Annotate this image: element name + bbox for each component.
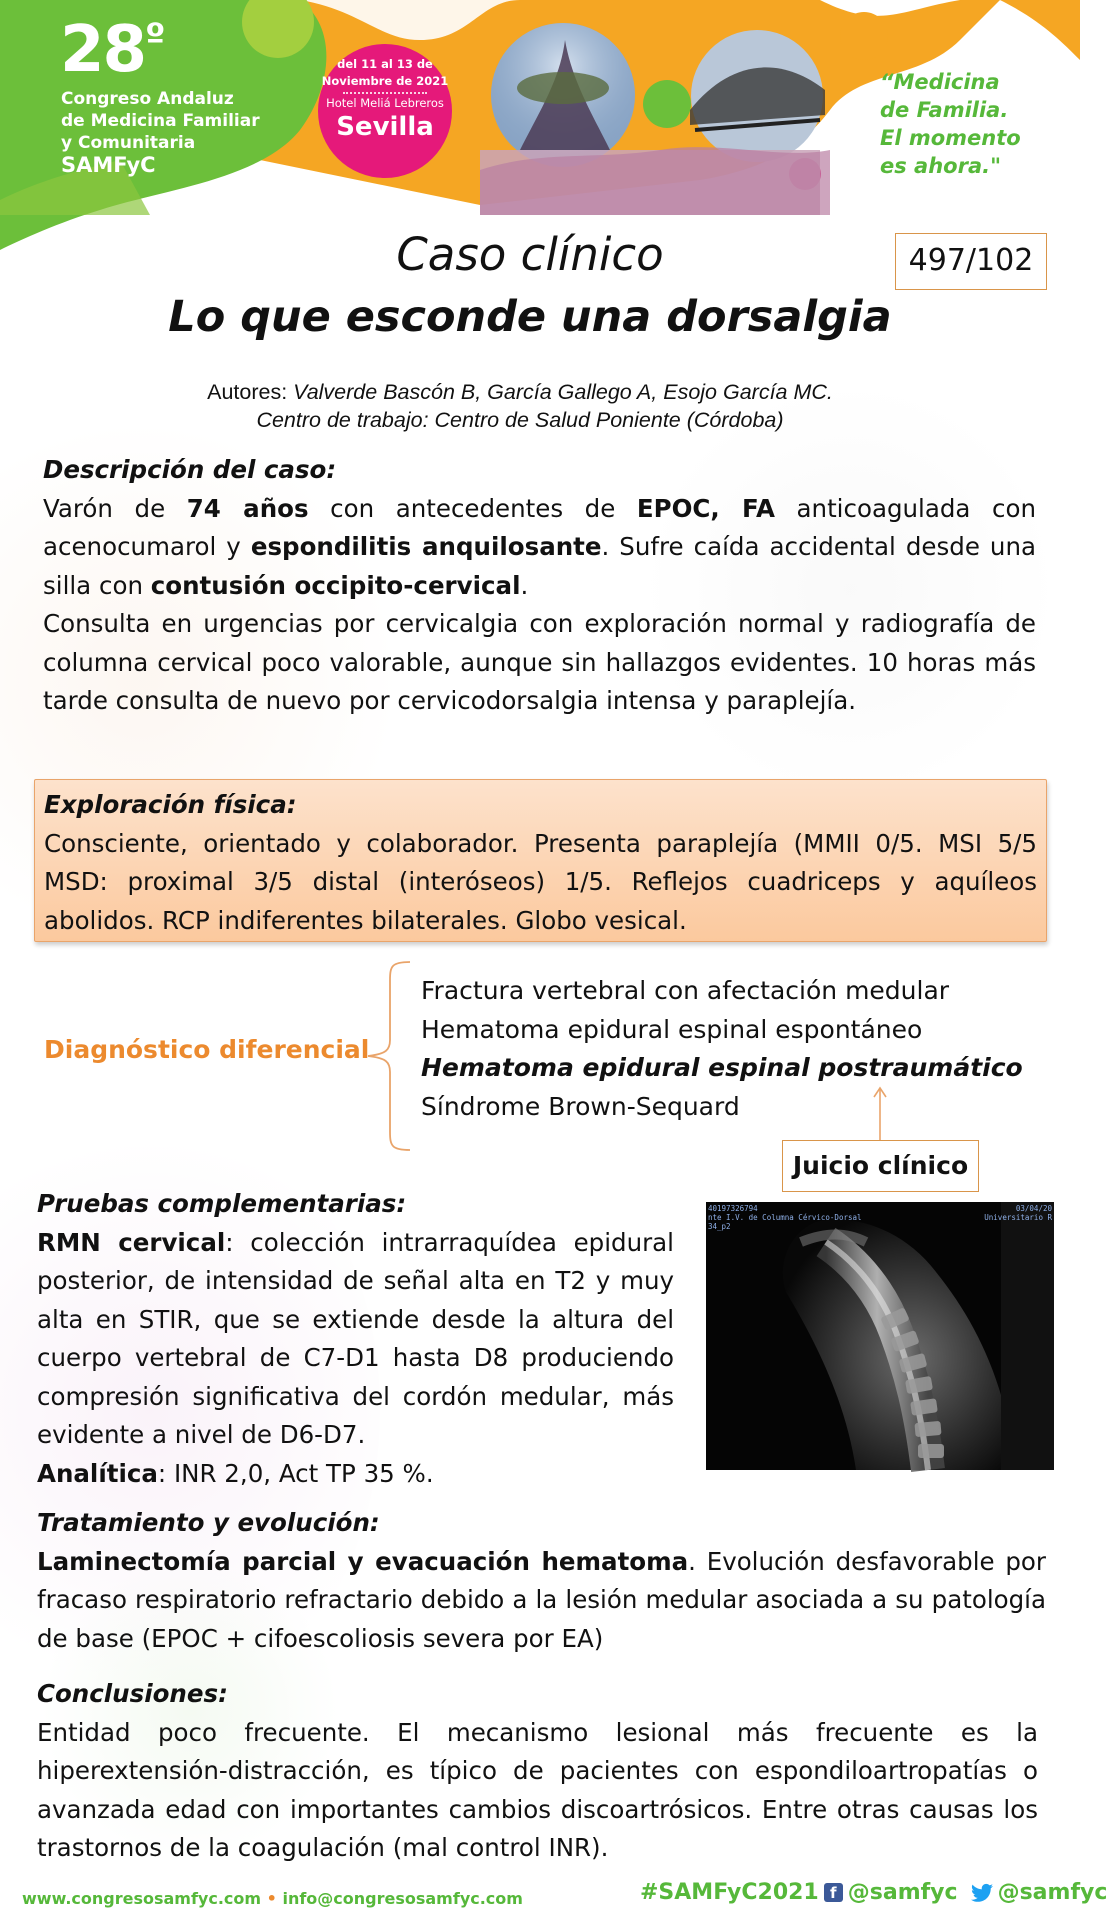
case-title: Lo que esconde una dorsalgia — [168, 292, 892, 342]
mri-overlay-left: 40197326794 nte I.V. de Columna Cérvico-Dorsal 34_p2 — [708, 1204, 862, 1231]
footer-contact: www.congresosamfyc.com • info@congresosamfyc.com — [22, 1889, 523, 1908]
exam-text: Consciente, orientado y colaborador. Presenta paraplejía (MMII 0/5. MSI 5/5 MSD: proximal 3/5 distal (interóseos) 1/5. Reflejos cuadriceps y aquíleos abolidos. RCP indiferentes bilaterales. Globo vesical. — [44, 828, 1037, 935]
differential-item: Síndrome Brown-Sequard — [421, 1091, 740, 1121]
mri-spine-image — [706, 1202, 1054, 1470]
hashtag: #SAMFyC2021 — [640, 1880, 819, 1905]
complementary-tests — [37, 1185, 674, 1493]
edition-number: $28^º$ — [60, 13, 164, 87]
tests-heading: Pruebas complementarias: — [37, 1189, 407, 1218]
differential-item: Hematoma epidural espinal espontáneo — [421, 1014, 923, 1044]
congress-name: Congreso Andaluz de Medicina Familiar y Comunitaria SAMFyC — [61, 89, 260, 177]
clinical-judgement-box: Juicio clínico — [782, 1140, 979, 1192]
description-paragraph-2: Consulta en urgencias por cervicalgia con exploración normal y radiografía de columna cervical poco valorable, aunque sin hallazgos evidentes. 10 horas más tarde consulta de nuevo por cervicodorsalgia intensa y paraplejía. — [43, 609, 1036, 715]
congress-slogan: “Medicina de Familia. El momento es ahora." — [880, 70, 1021, 178]
treatment-heading: Tratamiento y evolución: — [37, 1508, 380, 1537]
differential-label: Diagnóstico diferencial — [44, 1035, 370, 1064]
conclusions-section — [37, 1675, 1038, 1868]
rmn-paragraph: RMN cervical: colección intrarraquídea epidural posterior, de intensidad de señal alta en T2 y muy alta en STIR, que se extiende desde la altura del cuerpo vertebral de C7-D1 hasta D8 produciendo compresión significativa del cordón medular, más evidente a nivel de D6-D7. — [37, 1227, 674, 1449]
authors-names: Valverde Bascón B, García Gallego A, Esojo García MC. — [293, 380, 833, 404]
twitter-icon — [971, 1883, 993, 1903]
workplace: Centro de trabajo: Centro de Salud Poniente (Córdoba) — [256, 408, 784, 432]
treatment-section — [37, 1504, 1046, 1658]
facebook-icon: f — [824, 1883, 843, 1902]
date-location-badge: del 11 al 13 de Noviembre de 2021 Hotel Meliá Lebreros Sevilla — [318, 44, 452, 178]
congress-banner — [0, 0, 1080, 215]
website-link[interactable]: www.congresosamfyc.com — [22, 1889, 262, 1908]
email-link[interactable]: info@congresosamfyc.com — [282, 1889, 523, 1908]
footer-social — [640, 1880, 1107, 1905]
authors-block — [0, 378, 1040, 434]
physical-exam-box — [34, 779, 1047, 942]
differential-list — [421, 972, 1023, 1126]
description-paragraph-1: Varón de 74 años con antecedentes de EPOC, FA anticoagulada con acenocumarol y espondilitis anquilosante. Sufre caída accidental desde una silla con contusión occipito-cervical. — [43, 493, 1036, 600]
mri-scan-drawing — [706, 1202, 1054, 1470]
differential-item-highlighted: Hematoma epidural espinal postraumático — [421, 1053, 1023, 1082]
differential-item: Fractura vertebral con afectación medular — [421, 976, 950, 1005]
twitter-handle[interactable]: @samfyc — [997, 1880, 1107, 1905]
case-number-box: 497/102 — [895, 233, 1047, 290]
case-description — [43, 451, 1036, 721]
brace-icon — [362, 960, 412, 1152]
case-type-heading: Caso clínico — [396, 228, 664, 281]
exam-heading: Exploración física: — [44, 790, 297, 819]
description-heading: Descripción del caso: — [43, 455, 337, 484]
treatment-paragraph: Laminectomía parcial y evacuación hematoma. Evolución desfavorable por fracaso respiratorio refractario debido a la lesión medular asociada a su patología de base (EPOC + cifoescoliosis severa por EA) — [37, 1546, 1046, 1653]
mri-overlay-right: 03/04/20 Universitario R — [984, 1204, 1052, 1222]
authors-label: Autores: — [207, 380, 294, 404]
facebook-handle[interactable]: @samfyc — [847, 1880, 958, 1905]
conclusions-heading: Conclusiones: — [37, 1679, 228, 1708]
conclusions-paragraph: Entidad poco frecuente. El mecanismo lesional más frecuente es la hiperextensión-distracción, es típico de pacientes con espondiloartropatías o avanzada edad con importantes cambios discoartrósicos. Entre otras causas los trastornos de la coagulación (mal control INR). — [37, 1717, 1038, 1862]
lab-paragraph: Analítica: INR 2,0, Act TP 35 %. — [37, 1458, 434, 1488]
arrow-up-icon — [870, 1085, 890, 1143]
